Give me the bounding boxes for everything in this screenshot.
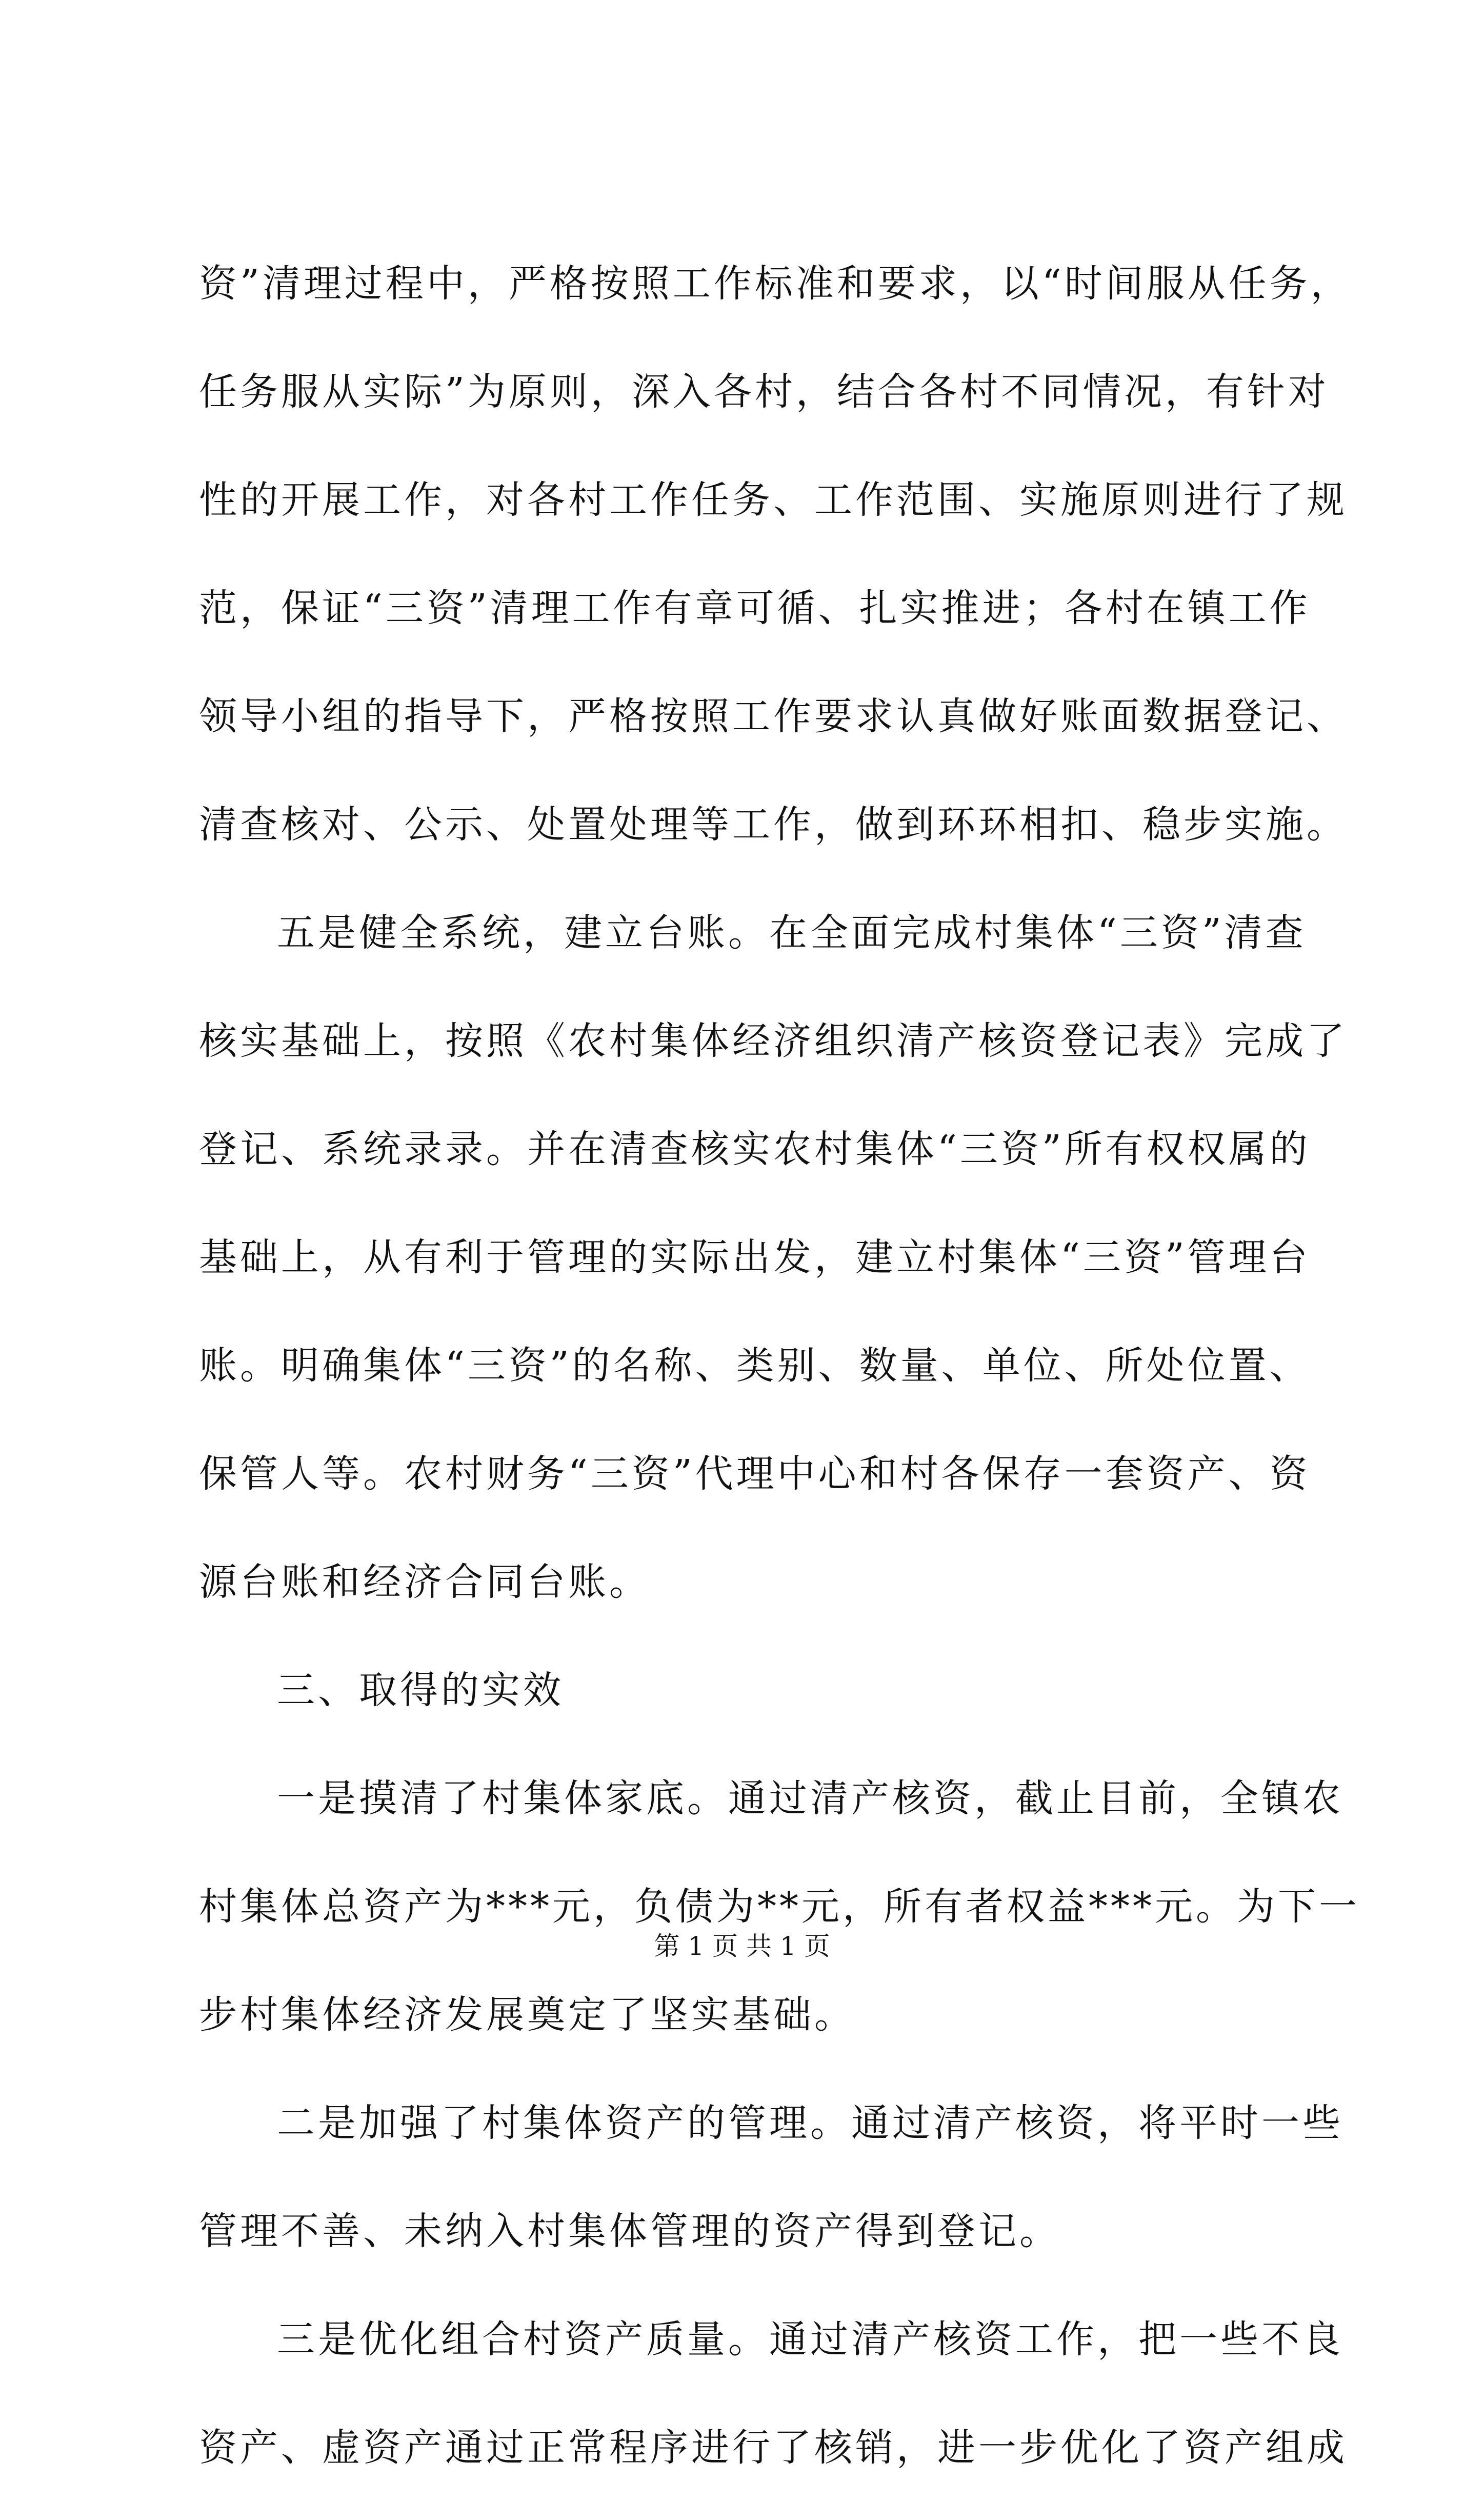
text-line: 保管人等。农村财务“三资”代理中心和村各保存一套资产、资 [199,1452,1311,1496]
text-line: 基础上，从有利于管理的实际出发，建立村集体“三资”管理台 [199,1235,1311,1279]
text-line: 资产、虚资产通过正常程序进行了核销，进一步优化了资产组成 [199,2426,1348,2470]
text-line: 性的开展工作，对各村工作任务、工作范围、实施原则进行了规 [199,478,1348,522]
text-line: 资”清理过程中，严格按照工作标准和要求，以“时间服从任务， [199,262,1352,306]
document-body [199,230,1360,2502]
text-line: 步村集体经济发展奠定了坚实基础。 [199,1993,855,2037]
text-line: 登记、系统录录。并在清查核实农村集体“三资”所有权权属的 [199,1127,1311,1171]
text-line: 账。明确集体“三资”的名称、类别、数量、单位、所处位置、 [199,1344,1311,1388]
text-line: 村集体总资产为***元，负债为**元，所有者权益***元。为下一 [199,1885,1360,1929]
text-line: 管理不善、未纳入村集体管理的资产得到登记。 [199,2209,1060,2253]
text-line: 范，保证“三资”清理工作有章可循、扎实推进；各村在镇工作 [199,586,1311,630]
paragraph-start-line: 三是优化组合村资产质量。通过清产核资工作，把一些不良 [277,2317,1343,2361]
page-number-footer: 第 1 页 共 1 页 [654,1931,830,1961]
text-line: 领导小组的指导下，严格按照工作要求认真做好账面数据登记、 [199,694,1348,738]
paragraph-start-line: 二是加强了村集体资产的管理。通过清产核资，将平时一些 [277,2101,1343,2145]
text-line: 核实基础上，按照《农村集体经济组织清产核资登记表》完成了 [199,1019,1348,1063]
section-heading: 三、取得的实效 [277,1668,564,1712]
paragraph-start-line: 五是健全系统，建立台账。在全面完成村集体“三资”清查 [277,911,1307,955]
text-line: 任务服从实际”为原则，深入各村，结合各村不同情况，有针对 [199,370,1329,414]
paragraph-start-line: 一是摸清了村集体家底。通过清产核资，截止目前，全镇农 [277,1776,1343,1820]
text-line: 源台账和经济合同台账。 [199,1560,650,1604]
text-line: 清查核对、公示、处置处理等工作，做到环环相扣、稳步实施。 [199,803,1348,847]
